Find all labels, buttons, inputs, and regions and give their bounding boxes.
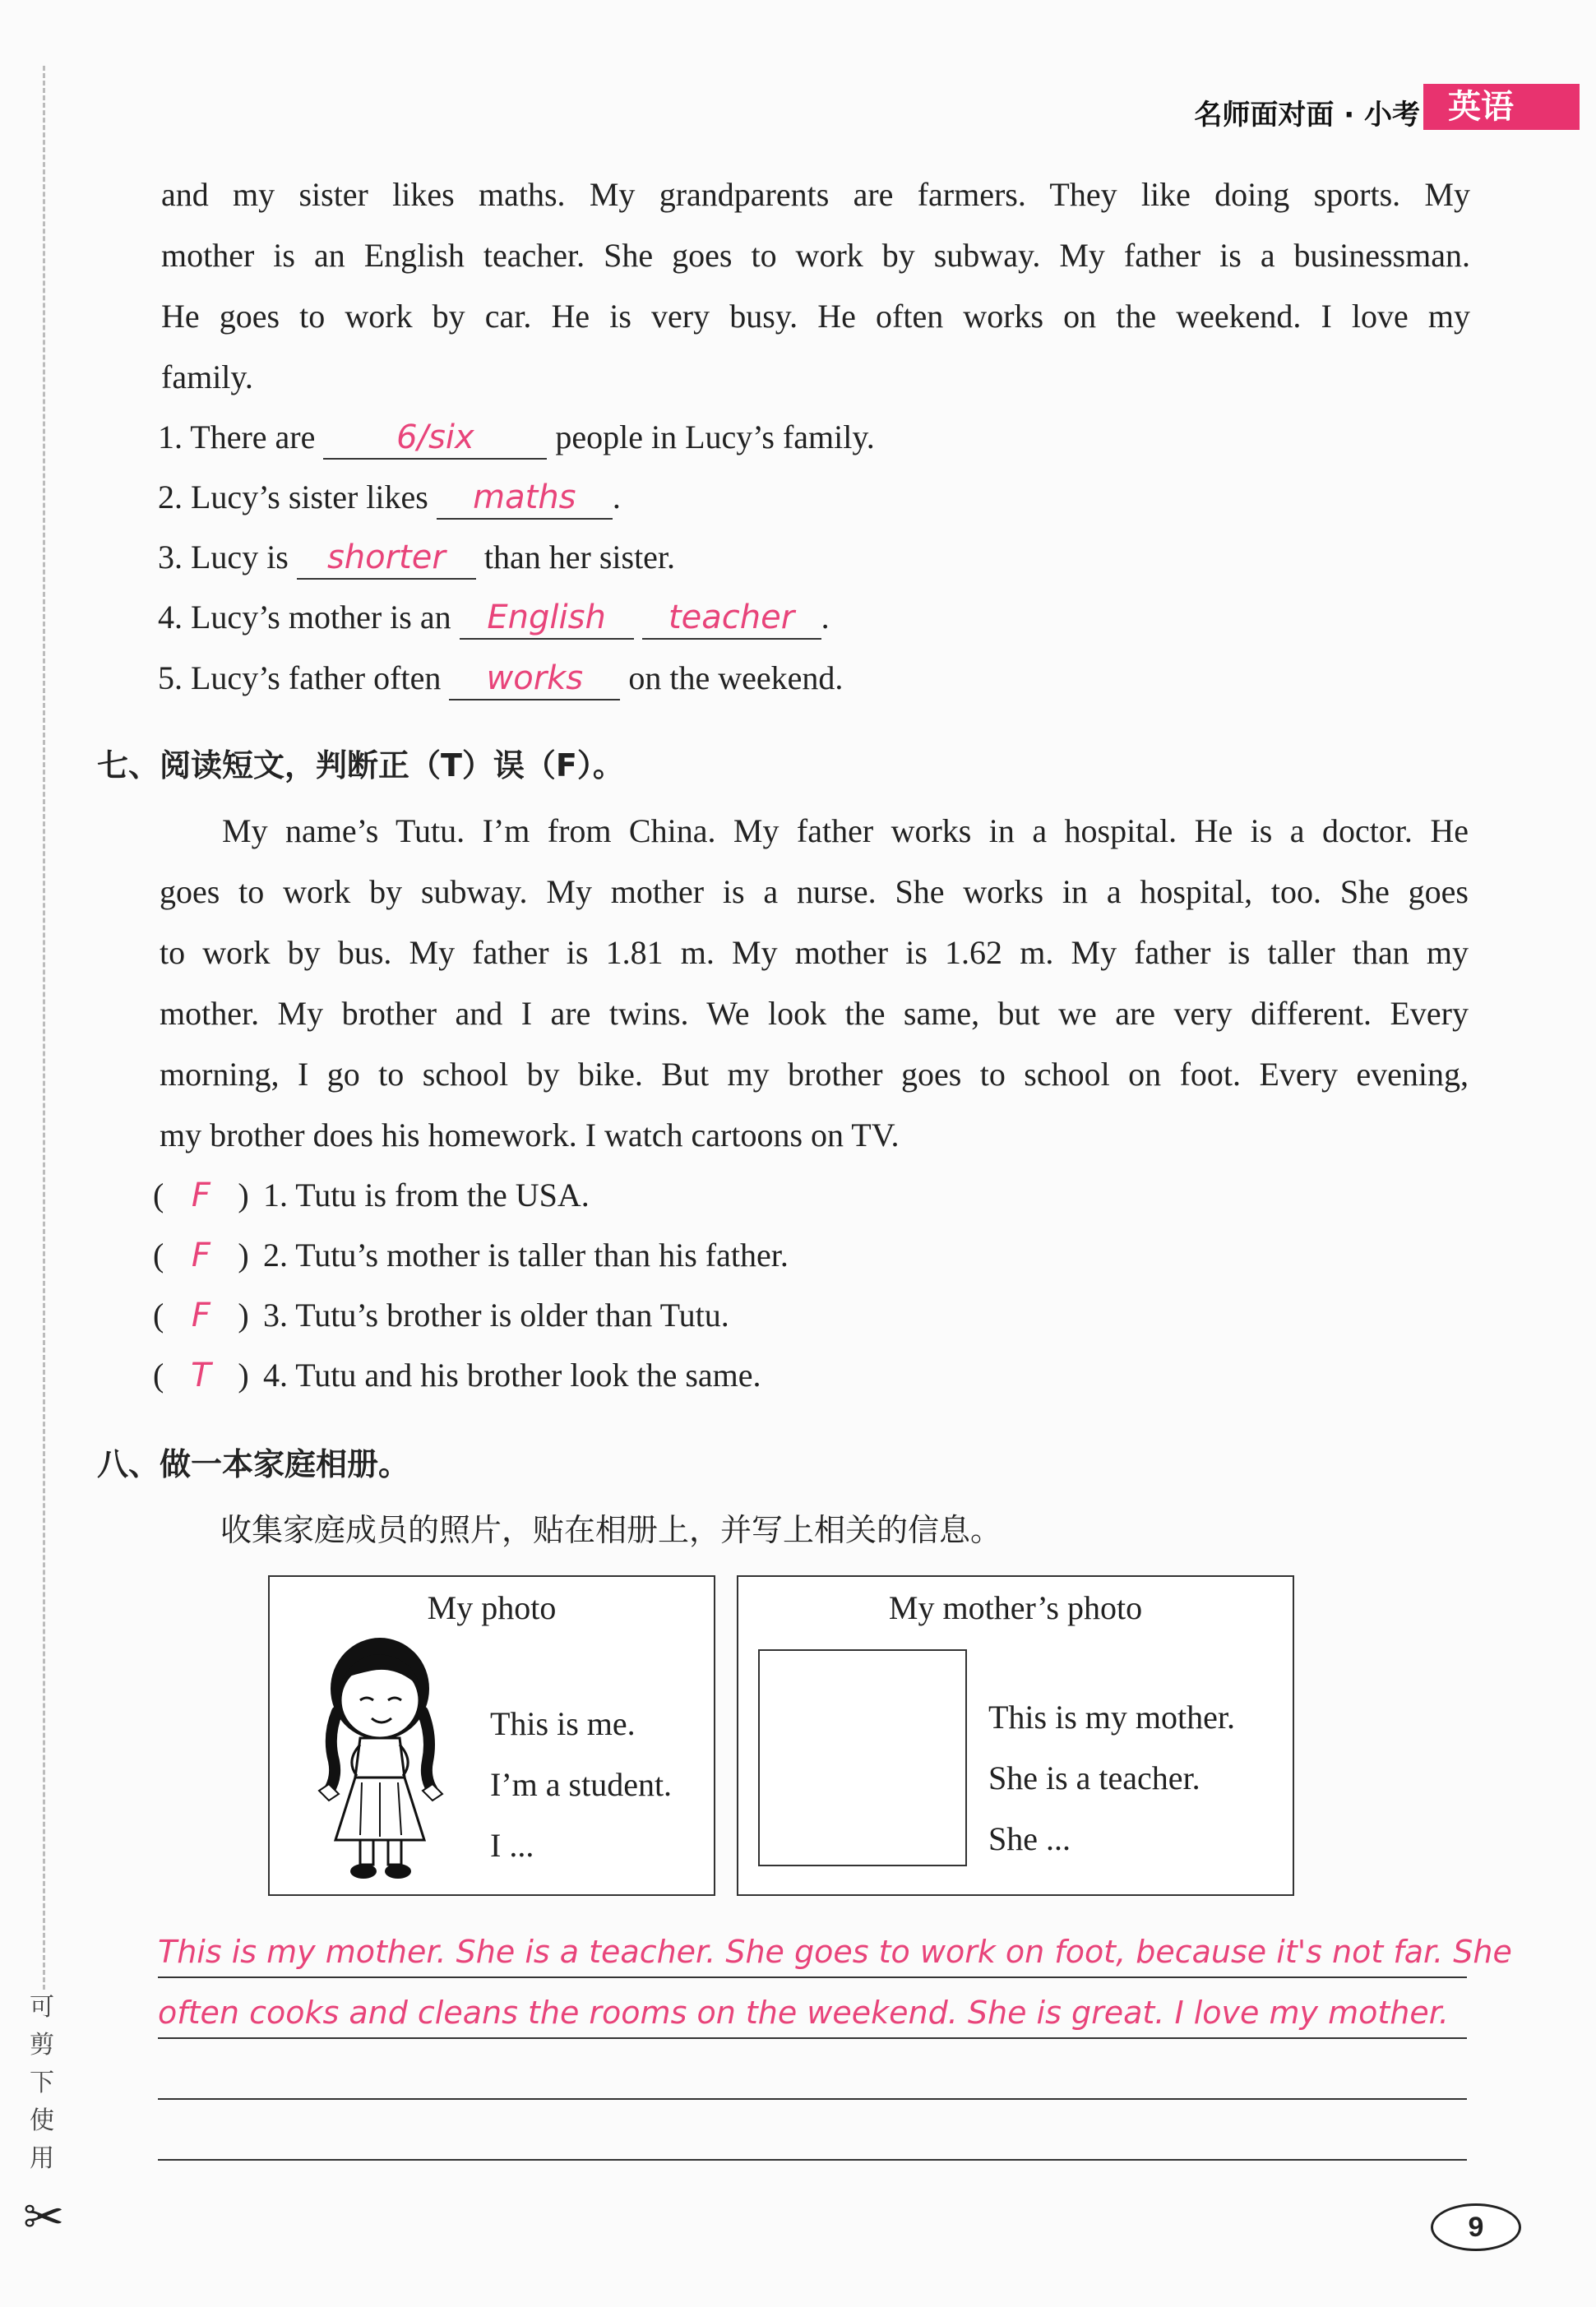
card-title: My photo [427, 1589, 557, 1626]
question-text: on the weekend. [628, 659, 844, 696]
passage-line: to work by bus. My father is 1.81 m. My mother is 1.62 m. My father is taller than my [160, 934, 1469, 971]
cut-dashed-line [43, 66, 45, 1990]
writing-line[interactable] [158, 2098, 1467, 2100]
tf-answer[interactable]: T [191, 1357, 211, 1394]
card-line: I’m a student. [490, 1766, 673, 1803]
tf-item: ( F ) 2. Tutu’s mother is taller than his father. [153, 1231, 789, 1280]
mother-photo-card [737, 1575, 1294, 1896]
question-text: 3. Lucy is [158, 539, 289, 576]
question-text: than her sister. [483, 539, 676, 576]
tf-statement: 2. Tutu’s mother is taller than his father. [263, 1237, 789, 1274]
answer-blank[interactable]: works [449, 658, 620, 700]
fill-question-3 [158, 533, 675, 582]
passage-line: He goes to work by car. He is very busy. He often works on the weekend. I love my [161, 298, 1470, 335]
written-answer-line[interactable]: often cooks and cleans the rooms on the weekend. She is great. I love my mother. [158, 1995, 1449, 2031]
passage-line: family. [161, 358, 253, 395]
fill-question-5 [158, 654, 843, 703]
card-line: This is my mother. [988, 1699, 1235, 1736]
card-line: She is a teacher. [988, 1759, 1200, 1796]
girl-illustration [312, 1630, 452, 1884]
fill-question-4 [158, 593, 830, 642]
header-series-title: 名师面对面 · 小考 [1194, 99, 1420, 132]
question-text: 5. Lucy’s father often [158, 659, 442, 696]
section-7-passage [160, 801, 1469, 1166]
tf-answer[interactable]: F [191, 1237, 210, 1274]
passage-line: morning, I go to school by bike. But my brother goes to school on foot. Every evening, [160, 1056, 1469, 1093]
header-subject-badge: 英语 [1423, 84, 1580, 130]
cut-hint-char: 剪 [30, 2032, 54, 2059]
passage-continued [161, 164, 1470, 408]
question-text: . [821, 599, 830, 636]
passage-line: goes to work by subway. My mother is a nurse. She works in a hospital, too. She goes [160, 873, 1469, 910]
passage-line: mother is an English teacher. She goes to work by subway. My father is a businessman. [161, 237, 1470, 274]
writing-line [158, 1976, 1467, 1978]
question-text: 2. Lucy’s sister likes [158, 479, 428, 515]
photo-placeholder[interactable] [758, 1649, 967, 1866]
card-text [490, 1694, 672, 1876]
card-line: This is me. [490, 1705, 636, 1742]
tf-statement: 4. Tutu and his brother look the same. [263, 1357, 761, 1394]
scissors-icon: ✂ [23, 2189, 65, 2246]
section-8-title: 八、做一本家庭相册。 [97, 1446, 410, 1482]
question-text: people in Lucy’s family. [555, 418, 875, 455]
passage-line: mother. My brother and I are twins. We look the same, but we are very different. Every [160, 995, 1469, 1032]
cut-hint-char: 使 [30, 2107, 54, 2134]
section-7-title: 七、阅读短文，判断正（T）误（F）。 [97, 747, 624, 784]
answer-blank[interactable]: shorter [297, 537, 476, 580]
my-photo-card [268, 1575, 715, 1896]
answer-blank[interactable]: maths [437, 477, 613, 520]
tf-statement: 1. Tutu is from the USA. [263, 1177, 590, 1214]
answer-blank[interactable]: 6/six [323, 417, 547, 460]
cut-hint-char: 可 [30, 1994, 54, 2021]
tf-statement: 3. Tutu’s brother is older than Tutu. [263, 1297, 729, 1334]
tf-item: ( F ) 3. Tutu’s brother is older than Tutu. [153, 1291, 729, 1340]
tf-item: ( T ) 4. Tutu and his brother look the same. [153, 1351, 761, 1400]
cut-hint-char: 下 [30, 2069, 54, 2097]
answer-blank[interactable]: teacher [642, 597, 821, 640]
passage-line: My name’s Tutu. I’m from China. My father works in a hospital. He is a doctor. He [222, 812, 1469, 849]
section-8-instruction: 收集家庭成员的照片，贴在相册上，并写上相关的信息。 [220, 1514, 1002, 1548]
written-answer-line[interactable]: This is my mother. She is a teacher. She goes to work on foot, because it's not far. She [158, 1934, 1512, 1970]
question-text: 4. Lucy’s mother is an [158, 599, 451, 636]
card-line: I ... [490, 1827, 534, 1864]
fill-question-1 [158, 413, 875, 462]
card-text [988, 1687, 1235, 1870]
card-title: My mother’s photo [888, 1589, 1143, 1626]
passage-line: my brother does his homework. I watch cartoons on TV. [160, 1117, 900, 1154]
question-text: . [612, 479, 621, 515]
writing-line [158, 2037, 1467, 2039]
cut-hint-char: 用 [30, 2145, 54, 2172]
writing-line[interactable] [158, 2159, 1467, 2161]
card-line: She ... [988, 1820, 1071, 1857]
fill-question-2 [158, 473, 621, 522]
passage-line: and my sister likes maths. My grandparents are farmers. They like doing sports. My [161, 176, 1470, 213]
answer-blank[interactable]: English [460, 597, 634, 640]
question-text: 1. There are [158, 418, 316, 455]
page-number: 9 [1431, 2203, 1521, 2251]
tf-answer[interactable]: F [191, 1297, 210, 1334]
tf-item: ( F ) 1. Tutu is from the USA. [153, 1171, 590, 1220]
tf-answer[interactable]: F [191, 1177, 210, 1214]
